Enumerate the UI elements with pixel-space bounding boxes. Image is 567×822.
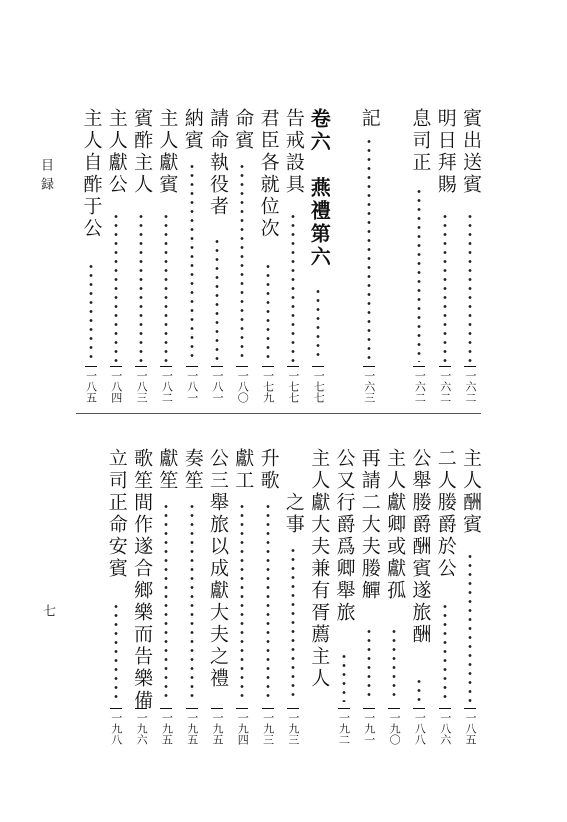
toc-entry-title[interactable]: 歌笙間作遂合鄉樂而告樂備: [131, 448, 154, 712]
dot-leader: [240, 502, 244, 702]
toc-entry-page: 一八〇: [236, 370, 250, 403]
dot-leader: [392, 627, 396, 702]
toc-entry-page: 一八二: [160, 370, 174, 403]
toc-entry-title[interactable]: 主人獻大夫兼有胥薦主人: [308, 448, 331, 690]
toc-entry-title[interactable]: 奏笙: [181, 448, 204, 492]
toc-entry-title[interactable]: 主人酬賓: [460, 448, 482, 536]
toc-entry-page: 一九一: [362, 712, 376, 745]
toc-entry-title[interactable]: 告戒設具: [282, 108, 305, 196]
toc-entry-title[interactable]: 立司正命安賓: [105, 448, 128, 580]
dot-leader: [443, 212, 447, 362]
toc-entry-title[interactable]: 明日拜賜: [434, 108, 457, 196]
toc-entry-title[interactable]: 命賓: [232, 108, 255, 152]
dot-leader: [417, 187, 421, 362]
toc-entry-title[interactable]: 公又行爵爲卿舉旅: [333, 448, 356, 624]
dot-leader: [316, 287, 320, 362]
dot-leader: [240, 162, 244, 362]
dot-leader: [190, 502, 194, 702]
toc-entry-page: 一九〇: [388, 712, 402, 745]
toc-entry-page: 一八五: [84, 370, 98, 403]
toc-entry-page: 一八一: [185, 370, 199, 403]
toc-entry-page: 一七七: [312, 370, 326, 403]
dot-leader: [291, 546, 295, 702]
toc-entry-page: 一八八: [413, 712, 427, 745]
toc-entry-page: 一九二: [337, 712, 351, 745]
toc-entry-title[interactable]: 再請二大夫媵觶: [358, 448, 381, 602]
toc-entry-title[interactable]: 息司正: [409, 108, 432, 174]
toc-entry-title[interactable]: 升歌: [257, 448, 280, 492]
toc-entry-page: 一八五: [464, 712, 477, 745]
toc-entry-page: 一九六: [135, 712, 149, 745]
dot-leader: [139, 212, 143, 362]
toc-entry-page: 一九四: [236, 712, 250, 745]
toc-entry-page: 一九三: [286, 712, 300, 745]
toc-entry-title[interactable]: 公舉媵爵酬賓遂旅酬: [409, 448, 432, 646]
dot-leader: [443, 602, 447, 702]
dot-leader: [417, 677, 421, 702]
toc-entry-title[interactable]: 主人獻公: [105, 108, 128, 196]
dot-leader: [164, 212, 168, 362]
toc-entry-title[interactable]: 主人自酢于公: [80, 108, 103, 240]
section-label: 目録: [38, 158, 53, 196]
toc-entry-title[interactable]: 主人獻賓: [156, 108, 179, 196]
toc-entry-title[interactable]: 君臣各就位次: [257, 108, 280, 240]
section-divider: [76, 413, 481, 414]
dot-leader: [367, 137, 371, 362]
page-number: 七: [40, 604, 55, 617]
dot-leader: [215, 237, 219, 362]
toc-entry-title[interactable]: 賓酢主人: [131, 108, 154, 196]
toc-entry-title[interactable]: 賓出送賓: [460, 108, 482, 196]
toc-entry-page: 一七九: [261, 370, 275, 403]
dot-leader: [291, 212, 295, 362]
toc-entry-page: 一八六: [438, 712, 452, 745]
toc-entry-page: 一九五: [211, 712, 224, 745]
toc-entry-title[interactable]: 獻工: [232, 448, 255, 492]
toc-entry-page: 一九五: [185, 712, 199, 745]
toc-entry-title[interactable]: 獻笙: [156, 448, 179, 492]
toc-entry-title[interactable]: 公三舉旅以成獻大夫之禮: [207, 448, 229, 690]
toc-entry-title[interactable]: 納賓: [181, 108, 204, 152]
dot-leader: [342, 652, 346, 702]
toc-entry-page: 一九五: [160, 712, 174, 745]
dot-leader: [367, 627, 371, 702]
dot-leader: [190, 162, 194, 362]
dot-leader: [468, 552, 472, 702]
toc-entry-page: 一九三: [261, 712, 275, 745]
toc-entry-title[interactable]: 卷六 燕禮第六: [307, 108, 332, 269]
dot-leader: [114, 602, 118, 702]
toc-entry-title[interactable]: 記: [358, 108, 381, 130]
dot-leader: [266, 262, 270, 362]
toc-entry-title[interactable]: 主人獻卿或獻孤: [384, 448, 407, 602]
dot-leader: [266, 502, 270, 702]
dot-leader: [164, 502, 168, 702]
toc-entry-page: 一八四: [109, 370, 123, 403]
toc-entry-page: 一六二: [413, 370, 427, 403]
toc-entry-page: 一六二: [464, 370, 477, 403]
toc-entry-page: 一九八: [109, 712, 123, 745]
toc-entry-page: 一六三: [362, 370, 376, 403]
dot-leader: [114, 212, 118, 362]
toc-entry-title[interactable]: 之事: [282, 492, 305, 536]
dot-leader: [89, 262, 93, 362]
toc-entry-page: 一八一: [211, 370, 224, 403]
toc-entry-page: 一七七: [286, 370, 300, 403]
toc-entry-title[interactable]: 請命執役者: [207, 108, 229, 218]
toc-entry-page: 一八三: [135, 370, 149, 403]
toc-entry-page: 一六二: [438, 370, 452, 403]
toc-entry-title[interactable]: 二人媵爵於公: [434, 448, 457, 580]
dot-leader: [468, 212, 472, 362]
